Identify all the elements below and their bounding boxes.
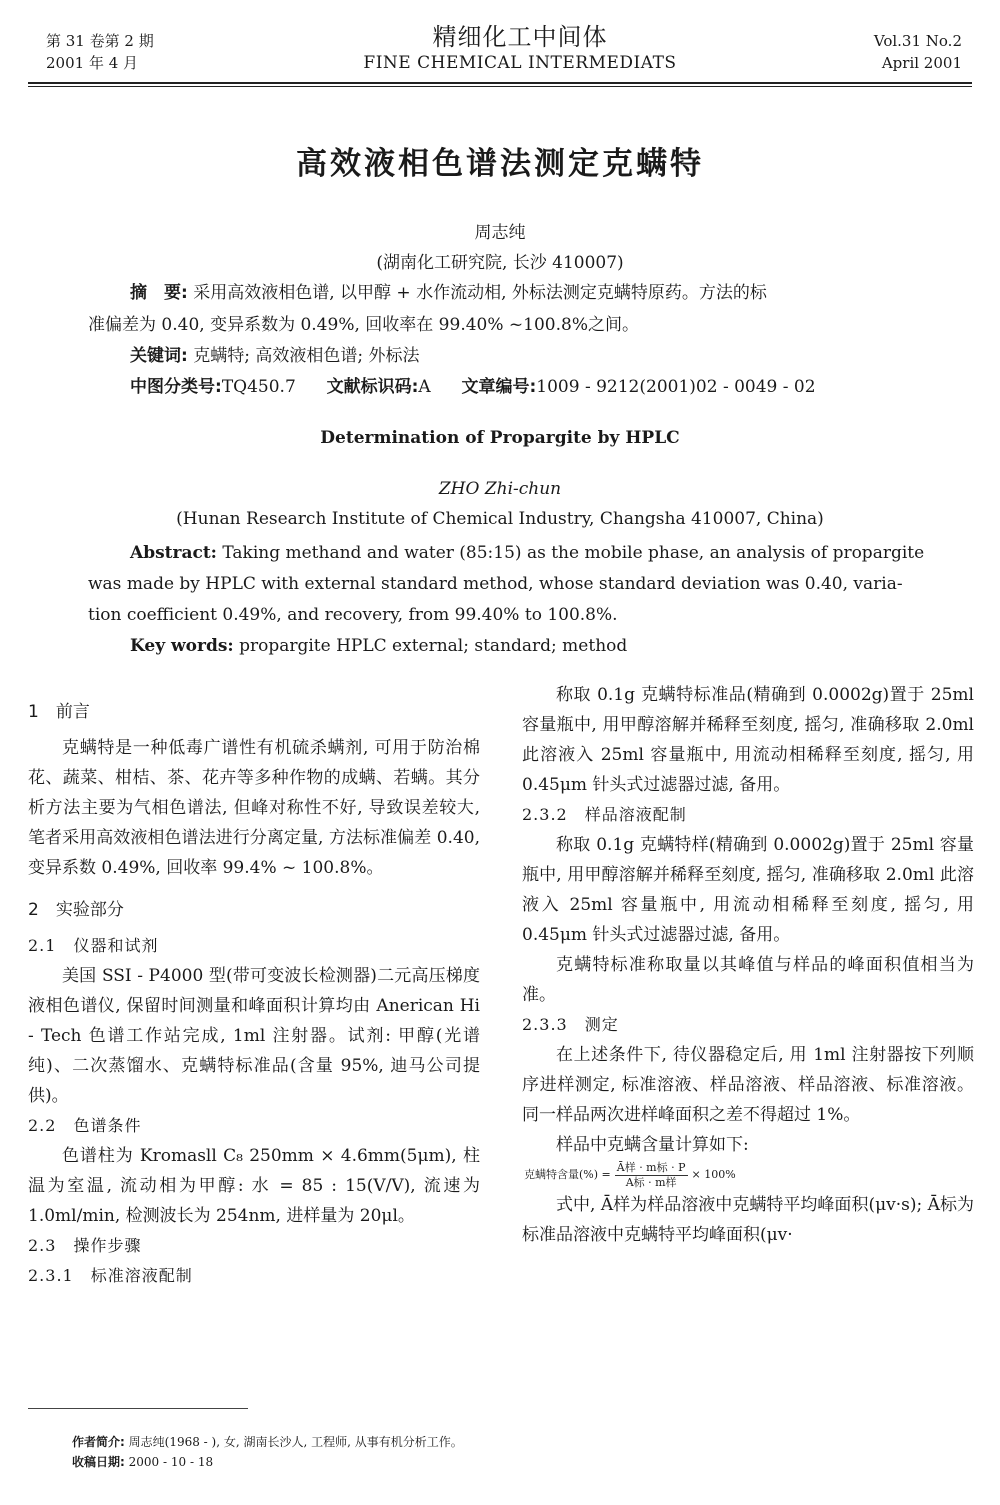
- right-column: [522, 680, 974, 1250]
- abstract-en-label: Abstract:: [130, 543, 217, 563]
- keywords-en: [130, 633, 627, 659]
- article-title-cn: 高效液相色谱法测定克螨特: [296, 146, 704, 182]
- footnote: [72, 1432, 972, 1472]
- footnote-author-info: 周志纯(1968 - ), 女, 湖南长沙人, 工程师, 从事有机分析工作。: [128, 1435, 463, 1449]
- section-1-paragraph: 克螨特是一种低毒广谱性有机硫杀螨剂, 可用于防治棉花、蔬菜、柑桔、茶、花卉等多种作物的成螨、若螨。其分析方法主要为气相色谱法, 但峰对称性不好, 导致误差较大, 笔者采用高效液相色谱法进行分离定量, 方法标准偏差 0.40, 变异系数 0.49%, 回收率 99.4% ~ 100.8%。: [28, 738, 480, 878]
- footnote-received-label: 收稿日期:: [72, 1455, 125, 1469]
- article-no-value: 1009 - 9212(2001)02 - 0049 - 02: [536, 377, 816, 397]
- keywords-en-label: Key words:: [130, 636, 234, 656]
- section-2-1-paragraph: 美国 SSI - P4000 型(带可变波长检测器)二元高压梯度液相色谱仪, 保留时间测量和峰面积计算均由 Anerican Hi - Tech 色谱工作站完成, 1ml 注射器。试剂: 甲醇(光谱纯)、二次蒸馏水、克螨特标准品(含量 95%, 迪马公司提供)。: [28, 966, 480, 1106]
- section-2-2-heading: 2.2 色谱条件: [28, 1116, 142, 1135]
- abstract-en-line2: was made by HPLC with external standard method, whose standard deviation was 0.40, varia-: [88, 574, 903, 594]
- footnote-author: [72, 1432, 972, 1452]
- issue-cn: 第 31 卷第 2 期: [46, 32, 154, 50]
- classification-line: [130, 374, 816, 400]
- section-2-3-heading: 2.3 操作步骤: [28, 1236, 142, 1255]
- content-formula: [522, 1160, 974, 1190]
- journal-title-en: FINE CHEMICAL INTERMEDIATS: [363, 53, 677, 73]
- section-2-3-1-heading: 2.3.1 标准溶液配制: [28, 1266, 193, 1285]
- weighing-note-paragraph: 克螨特标准称取量以其峰值与样品的峰面积值相当为准。: [522, 955, 974, 1005]
- date-cn: 2001 年 4 月: [46, 54, 139, 72]
- section-2-heading: 2 实验部分: [28, 900, 124, 920]
- section-2-1-heading: 2.1 仪器和试剂: [28, 936, 159, 955]
- formula-numerator: Ā样 · m标 · P: [616, 1160, 686, 1174]
- keywords-en-text: propargite HPLC external; standard; method: [239, 636, 628, 656]
- formula-rhs: × 100%: [691, 1168, 736, 1181]
- article-no-label: 文章编号:: [461, 377, 537, 397]
- calculation-intro: 样品中克螨含量计算如下:: [556, 1135, 749, 1155]
- abstract-cn-text1: 采用高效液相色谱, 以甲醇 + 水作流动相, 外标法测定克螨特原药。方法的标: [193, 283, 767, 303]
- keywords-cn: [130, 343, 419, 369]
- formula-explanation: 式中, Ā样为样品溶液中克螨特平均峰面积(μv·s); Ā标为标准品溶液中克螨特平均峰面积(μv·: [522, 1195, 974, 1245]
- affiliation-en: (Hunan Research Institute of Chemical Industry, Changsha 410007, China): [176, 509, 824, 529]
- journal-issue-en: [874, 30, 962, 74]
- left-column: [28, 697, 480, 1291]
- footnote-author-label: 作者简介:: [72, 1435, 125, 1449]
- header-rule-thick: [28, 82, 972, 84]
- formula-fraction: [615, 1161, 688, 1190]
- date-en: April 2001: [881, 54, 962, 72]
- formula-lhs: 克螨特含量(%) =: [524, 1168, 611, 1181]
- journal-title: [300, 22, 740, 74]
- keywords-cn-label: 关键词:: [130, 346, 188, 366]
- abstract-en-text1: Taking methand and water (85:15) as the mobile phase, an analysis of propargite: [222, 543, 925, 563]
- section-1-heading: 1 前言: [28, 702, 90, 722]
- sample-solution-paragraph: 称取 0.1g 克螨特样(精确到 0.0002g)置于 25ml 容量瓶中, 用甲醇溶解并稀释至刻度, 摇匀, 准确移取 2.0ml 此溶液入 25ml 容量瓶中, 用流动相稀释至刻度, 摇匀, 用 0.45μm 针头式过滤器过滤, 备用。: [522, 835, 974, 945]
- abstract-en-line1: [130, 540, 924, 566]
- journal-title-cn: 精细化工中间体: [432, 23, 608, 51]
- abstract-cn-label: 摘 要:: [130, 283, 188, 303]
- keywords-cn-text: 克螨特; 高效液相色谱; 外标法: [193, 346, 420, 366]
- section-2-2-paragraph: 色谱柱为 Kromasll C₈ 250mm × 4.6mm(5μm), 柱温为室温, 流动相为甲醇: 水 = 85 : 15(V/V), 流速为 1.0ml/min, 检测波长为 254nm, 进样量为 20μl。: [28, 1146, 480, 1226]
- footnote-rule: [28, 1408, 248, 1409]
- affiliation-cn: (湖南化工研究院, 长沙 410007): [376, 253, 624, 273]
- author-cn: 周志纯: [474, 223, 526, 243]
- clc-value: TQ450.7: [221, 377, 296, 397]
- measurement-paragraph: 在上述条件下, 待仪器稳定后, 用 1ml 注射器按下列顺序进样测定, 标准溶液、样品溶液、样品溶液、标准溶液。同一样品两次进样峰面积之差不得超过 1%。: [522, 1045, 974, 1125]
- clc-label: 中图分类号:: [130, 377, 222, 397]
- header-rule-thin: [28, 86, 972, 87]
- doc-code-value: A: [418, 377, 431, 397]
- footnote-received-date: 2000 - 10 - 18: [128, 1455, 214, 1469]
- doc-code-label: 文献标识码:: [326, 377, 419, 397]
- section-2-3-2-heading: 2.3.2 样品溶液配制: [522, 805, 687, 824]
- issue-en: Vol.31 No.2: [873, 32, 962, 50]
- formula-denominator: A标 · m样: [625, 1175, 677, 1189]
- abstract-en-line3: tion coefficient 0.49%, and recovery, from 99.40% to 100.8%.: [88, 605, 618, 625]
- section-2-3-3-heading: 2.3.3 测定: [522, 1015, 619, 1034]
- journal-issue-cn: [46, 30, 154, 74]
- footnote-received: [72, 1452, 972, 1472]
- abstract-cn-line1: [130, 280, 767, 306]
- article-title-en: Determination of Propargite by HPLC: [320, 428, 680, 448]
- abstract-cn-line2: 准偏差为 0.40, 变异系数为 0.49%, 回收率在 99.40% ~100.8%之间。: [88, 315, 639, 335]
- standard-solution-paragraph: 称取 0.1g 克螨特标准品(精确到 0.0002g)置于 25ml 容量瓶中, 用甲醇溶解并稀释至刻度, 摇匀, 准确移取 2.0ml 此溶液入 25ml 容量瓶中, 用流动相稀释至刻度, 摇匀, 用 0.45μm 针头式过滤器过滤, 备用。: [522, 685, 974, 795]
- author-en: ZHO Zhi-chun: [438, 479, 562, 499]
